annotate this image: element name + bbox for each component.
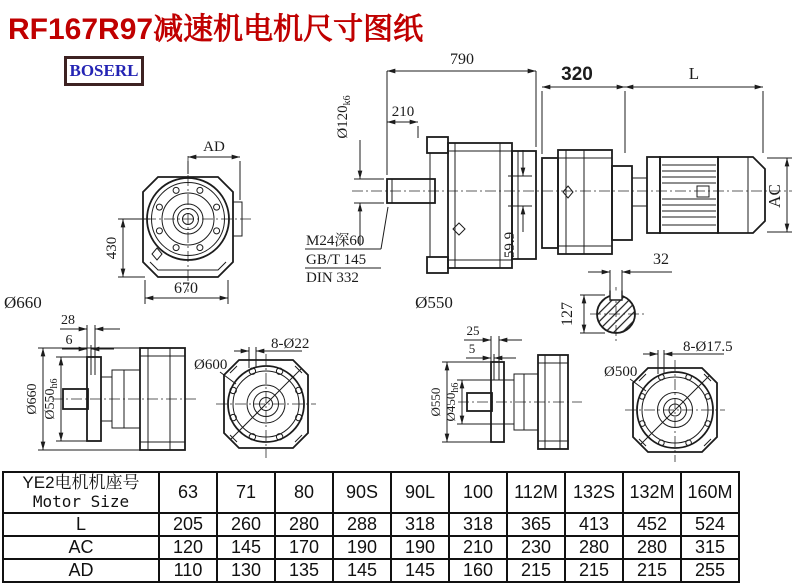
side-view-550 — [415, 293, 582, 449]
table-cell: 215 — [623, 559, 681, 582]
front-view — [104, 139, 252, 304]
column-header: 90L — [391, 472, 449, 513]
table-cell: 413 — [565, 513, 623, 536]
table-cell: 215 — [507, 559, 565, 582]
dim-320: 320 — [561, 64, 593, 85]
brand-logo-text: BOSERL — [69, 61, 139, 80]
dim-AD: AD — [203, 139, 225, 155]
column-header: 100 — [449, 472, 507, 513]
dim-dia550h6: Ø550h6 — [43, 378, 60, 420]
table-cell: 280 — [623, 536, 681, 559]
table-cell: 524 — [681, 513, 739, 536]
note-tap: M24深60 — [306, 233, 365, 249]
flange-view-600 — [194, 336, 316, 458]
motor-size-table — [2, 471, 740, 583]
dim-6: 6 — [65, 333, 73, 348]
column-header: 112M — [507, 472, 565, 513]
label-dia500: Ø500 — [604, 364, 638, 380]
label-dia550-standalone: Ø550 — [415, 293, 453, 312]
table-cell: 260 — [217, 513, 275, 536]
dim-670: 670 — [174, 280, 198, 297]
column-header: 160M — [681, 472, 739, 513]
label-dia600: Ø600 — [194, 357, 228, 373]
table-header-cn: YE2电机机座号 — [22, 473, 140, 493]
dim-dia660: Ø660 — [25, 383, 40, 415]
row-header-AC: AC — [3, 536, 159, 559]
table-cell: 160 — [449, 559, 507, 582]
table-cell: 280 — [275, 513, 333, 536]
motor-view — [542, 64, 792, 233]
table-cell: 170 — [275, 536, 333, 559]
dim-dia550: Ø550 — [428, 387, 443, 417]
row-header-L: L — [3, 513, 159, 536]
second-gearbox — [542, 150, 647, 254]
table-cell: 288 — [333, 513, 391, 536]
table-cell: 215 — [565, 559, 623, 582]
label-shaft-dia: Ø120k6 — [335, 95, 353, 139]
table-cell: 210 — [449, 536, 507, 559]
column-header: 71 — [217, 472, 275, 513]
brand-logo — [64, 56, 144, 86]
dim-790: 790 — [450, 51, 474, 68]
table-cell: 230 — [507, 536, 565, 559]
dim-430: 430 — [104, 236, 120, 260]
table-cell: 255 — [681, 559, 739, 582]
dim-127: 127 — [559, 302, 576, 326]
table-cell: 110 — [159, 559, 217, 582]
row-header-AD: AD — [3, 559, 159, 582]
note-din: DIN 332 — [306, 270, 359, 286]
main-side-view — [305, 51, 792, 286]
table-header-en: Motor Size — [32, 492, 130, 512]
table-cell: 280 — [565, 536, 623, 559]
table-cell: 318 — [391, 513, 449, 536]
table-cell: 145 — [333, 559, 391, 582]
label-dia660: Ø660 — [4, 293, 42, 312]
dim-AC: AC — [765, 184, 784, 208]
table-cell: 120 — [159, 536, 217, 559]
side-view-660 — [4, 293, 196, 450]
dim-32: 32 — [653, 251, 669, 268]
dim-L: L — [688, 64, 700, 83]
column-header: 132S — [565, 472, 623, 513]
column-header: 90S — [333, 472, 391, 513]
table-cell: 145 — [217, 536, 275, 559]
table-cell: 365 — [507, 513, 565, 536]
table-cell: 190 — [391, 536, 449, 559]
column-header: 132M — [623, 472, 681, 513]
dim-dia450h6: Ø450h6 — [443, 382, 461, 422]
dim-59-9: 59.9 — [502, 231, 518, 259]
dim-5: 5 — [468, 341, 476, 356]
dim-210: 210 — [391, 104, 415, 120]
dim-28: 28 — [61, 313, 75, 328]
column-header: 63 — [159, 472, 217, 513]
label-8-dia17-5: 8-Ø17.5 — [683, 339, 733, 355]
table-header-motor-size — [3, 472, 159, 513]
table-cell: 145 — [391, 559, 449, 582]
note-gbt: GB/T 145 — [306, 252, 367, 268]
table-cell: 135 — [275, 559, 333, 582]
page-title: RF167R97减速机电机尺寸图纸 — [8, 13, 424, 46]
shaft-section-view — [559, 251, 672, 341]
table-cell: 452 — [623, 513, 681, 536]
dim-25: 25 — [466, 323, 480, 338]
table-cell: 190 — [333, 536, 391, 559]
table-cell: 318 — [449, 513, 507, 536]
table-cell: 130 — [217, 559, 275, 582]
column-header: 80 — [275, 472, 333, 513]
table-cell: 205 — [159, 513, 217, 536]
label-8-dia22: 8-Ø22 — [271, 336, 310, 352]
table-cell: 315 — [681, 536, 739, 559]
flange-view-500 — [604, 339, 733, 462]
